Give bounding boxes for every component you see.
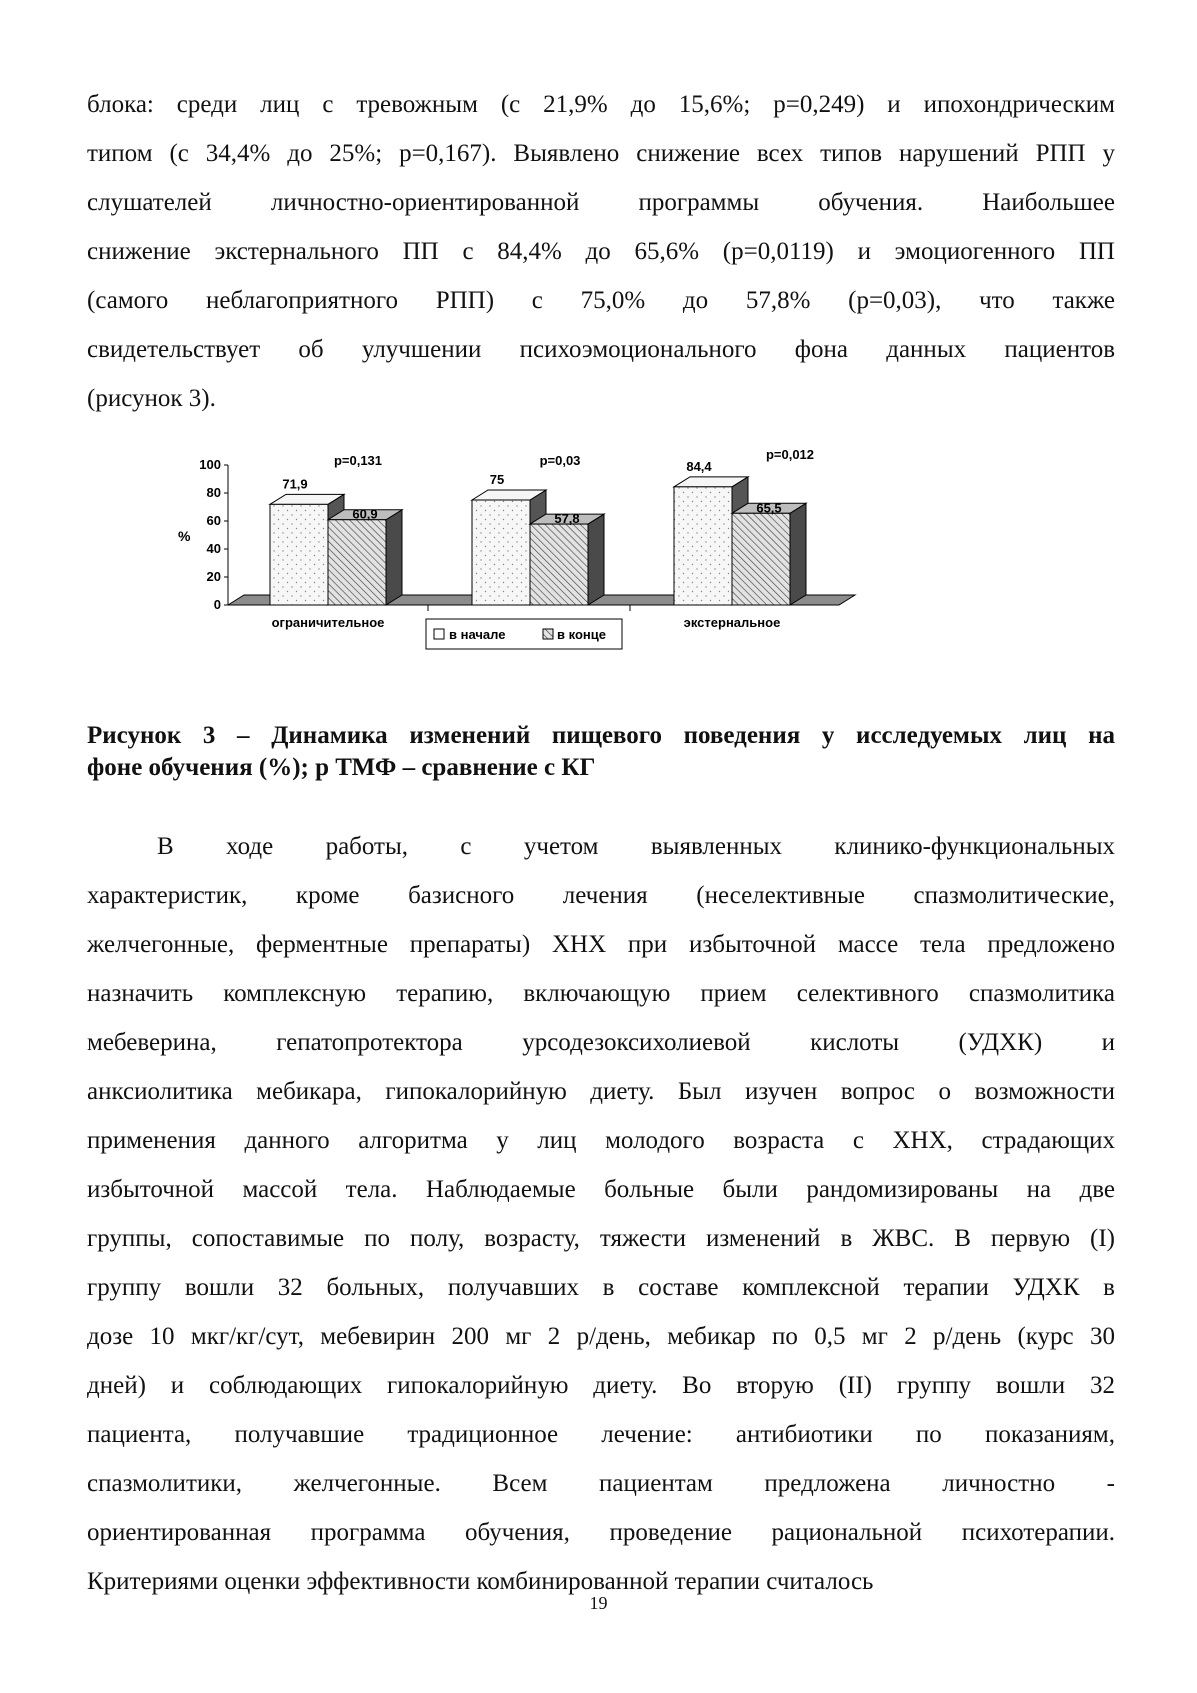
p-value-annotation: p=0,012 xyxy=(765,447,815,462)
y-tick-label: 100 xyxy=(199,457,221,472)
text-line: применения данного алгоритма у лиц молодого возраста с ХНХ, страдающих xyxy=(87,1127,1115,1154)
text-line: блока: среди лиц с тревожным (с 21,9% до 15,6%; p=0,249) и ипохондрическим xyxy=(87,91,1115,118)
bar-front-face xyxy=(530,524,588,605)
text-line: дозе 10 мкг/кг/сут, мебевирин 200 мг 2 р/день, мебикар по 0,5 мг 2 р/день (курс 30 xyxy=(87,1323,1115,1350)
text-line: (самого неблагоприятного РПП) с 75,0% до 57,8% (p=0,03), что также xyxy=(87,287,1115,314)
bar-front-face xyxy=(674,487,732,605)
bar-end xyxy=(732,503,806,605)
data-label: 57,8 xyxy=(554,511,580,527)
data-label: 71,9 xyxy=(282,476,308,492)
text-line: группу вошли 32 больных, получавших в составе комплексной терапии УДХК в xyxy=(87,1274,1115,1301)
figure-caption xyxy=(87,720,1115,784)
y-axis-label: % xyxy=(178,528,191,544)
y-tick-label: 80 xyxy=(206,485,221,500)
bar-side-face xyxy=(790,503,806,605)
data-label: 65,5 xyxy=(756,500,782,516)
bar-side-face xyxy=(588,514,604,605)
y-tick-label: 0 xyxy=(213,597,221,612)
text-line: пациента, получавшие традиционное лечение: антибиотики по показаниям, xyxy=(87,1421,1115,1448)
y-tick-label: 40 xyxy=(206,541,221,556)
legend-label-start: в начале xyxy=(449,627,506,642)
bar-front-face xyxy=(732,513,790,605)
bar-front-face xyxy=(328,520,386,605)
bar-front-face xyxy=(270,504,328,605)
text-line: дней) и соблюдающих гипокалорийную диету. Во вторую (II) группу вошли 32 xyxy=(87,1372,1115,1399)
legend-swatch-start xyxy=(434,629,444,639)
bar-front-face xyxy=(472,500,530,605)
text-line: назначить комплексную терапию, включающую прием селективного спазмолитика xyxy=(87,980,1115,1007)
p-value-annotation: p=0,131 xyxy=(333,453,383,468)
text-line: избыточной массой тела. Наблюдаемые больные были рандомизированы на две xyxy=(87,1176,1115,1203)
page-number: 19 xyxy=(589,1593,608,1613)
y-tick-label: 20 xyxy=(206,569,221,584)
legend-label-end: в конце xyxy=(557,627,606,642)
chart-legend xyxy=(426,619,622,649)
text-line: мебеверина, гепатопротектора урсодезоксихолиевой кислоты (УДХК) и xyxy=(87,1029,1115,1056)
caption-line-2: фоне обучения (%); р ТМФ – сравнение с КГ xyxy=(87,754,596,781)
text-line: анксиолитика мебикара, гипокалорийную диету. Был изучен вопрос о возможности xyxy=(87,1078,1115,1105)
text-line: слушателей личностно-ориентированной программы обучения. Наибольшее xyxy=(87,189,1115,216)
text-line: спазмолитики, желчегонные. Всем пациентам предложена личностно - xyxy=(87,1470,1115,1497)
text-line: типом (с 34,4% до 25%; p=0,167). Выявлено снижение всех типов нарушений РПП у xyxy=(87,140,1115,167)
bar-side-face xyxy=(386,510,402,605)
p-value-annotation: p=0,03 xyxy=(539,453,581,468)
text-line: В ходе работы, с учетом выявленных клинико-функциональных xyxy=(157,833,1115,860)
bar-end xyxy=(328,510,402,605)
text-line: (рисунок 3). xyxy=(87,385,216,412)
text-line: снижение экстернального ПП с 84,4% до 65,6% (p=0,0119) и эмоциогенного ПП xyxy=(87,238,1115,265)
caption-line-1: Рисунок 3 – Динамика изменений пищевого поведения у исследуемых лиц на xyxy=(87,722,1115,749)
data-label: 84,4 xyxy=(686,458,712,474)
x-category-label: ограничительное xyxy=(271,615,385,630)
x-category-label: экстернальное xyxy=(683,615,781,630)
text-line: Критериями оценки эффективности комбинированной терапии считалось xyxy=(87,1568,874,1595)
bar-end xyxy=(530,514,604,605)
data-label: 75 xyxy=(489,472,505,487)
text-line: свидетельствует об улучшении психоэмоционального фона данных пациентов xyxy=(87,336,1115,363)
data-label: 60,9 xyxy=(352,506,378,522)
body-paragraph-top xyxy=(87,80,1115,423)
text-line: группы, сопоставимые по полу, возрасту, тяжести изменений в ЖВС. В первую (I) xyxy=(87,1225,1115,1252)
bars-group xyxy=(270,477,806,605)
bar-chart-svg xyxy=(178,440,960,710)
text-line: характеристик, кроме базисного лечения (неселективные спазмолитические, xyxy=(87,882,1115,909)
figure-3-chart xyxy=(178,440,960,710)
y-tick-label: 60 xyxy=(206,513,221,528)
text-line: ориентированная программа обучения, проведение рациональной психотерапии. xyxy=(87,1519,1115,1546)
body-paragraph-bottom xyxy=(87,822,1115,1606)
text-line: желчегонные, ферментные препараты) ХНХ при избыточной массе тела предложено xyxy=(87,931,1115,958)
legend-swatch-end xyxy=(543,629,553,639)
